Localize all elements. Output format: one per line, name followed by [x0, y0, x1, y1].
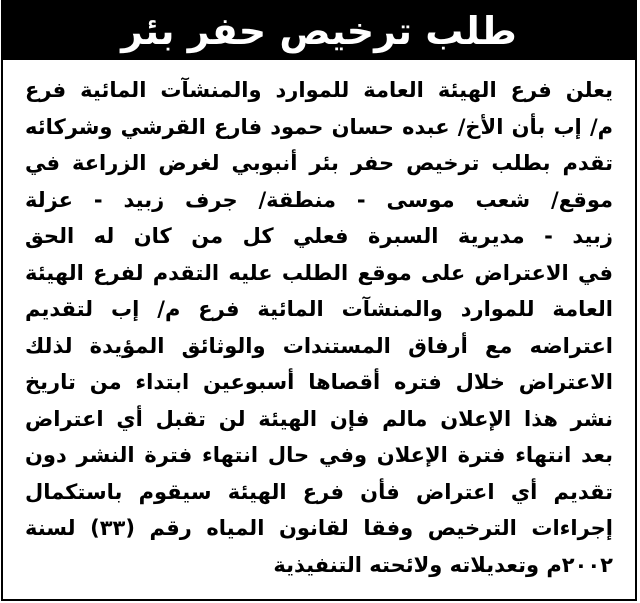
notice-line: موقع/ شعب موسى - منطقة/ جرف زبيد - عزلة [25, 187, 613, 212]
notice-line: زبيد - مديرية السبرة فعلي كل من كان له الحق [25, 224, 613, 248]
notice-line: الاعتراض خلال فتره أقصاها أسبوعين ابتداء من تاريخ [25, 370, 613, 394]
notice-line: نشر هذا الإعلان مالم فإن الهيئة لن تقبل أي اعتراض [25, 406, 613, 431]
notice-line: بعد انتهاء فترة الإعلان وفي حال انتهاء فترة النشر دون [25, 443, 613, 467]
notice-header [3, 2, 635, 60]
notice-line: تقدم بطلب ترخيص حفر بئر أنبوبي لغرض الزراعة في [25, 151, 613, 175]
notice-line: في الاعتراض على موقع الطلب عليه التقدم لفرع الهيئة [25, 260, 613, 285]
notice-body [25, 72, 613, 583]
notice-frame [1, 0, 637, 601]
notice-line: تقديم أي اعتراض فأن فرع الهيئة سيقوم باستكمال [25, 479, 613, 504]
notice-line: يعلن فرع الهيئة العامة للموارد والمنشآت المائية فرع [25, 78, 613, 102]
notice-line: إجراءات الترخيص وفقا لقانون المياه رقم (٣٣) لسنة [25, 516, 613, 540]
notice-line: العامة للموارد والمنشآت المائية فرع م/ إب لتقديم [25, 297, 613, 321]
notice-line: اعتراضه مع أرفاق المستندات والوثائق المؤيدة لذلك [25, 333, 613, 358]
notice-line: م/ إب بأن الأخ/ عبده حسان حمود فارع القرشي وشركائه [25, 114, 613, 139]
notice-title: طلب ترخيص حفر بئر [121, 9, 517, 53]
notice-line-last: ٢٠٠٢م وتعديلاته ولائحته التنفيذية [273, 552, 613, 577]
